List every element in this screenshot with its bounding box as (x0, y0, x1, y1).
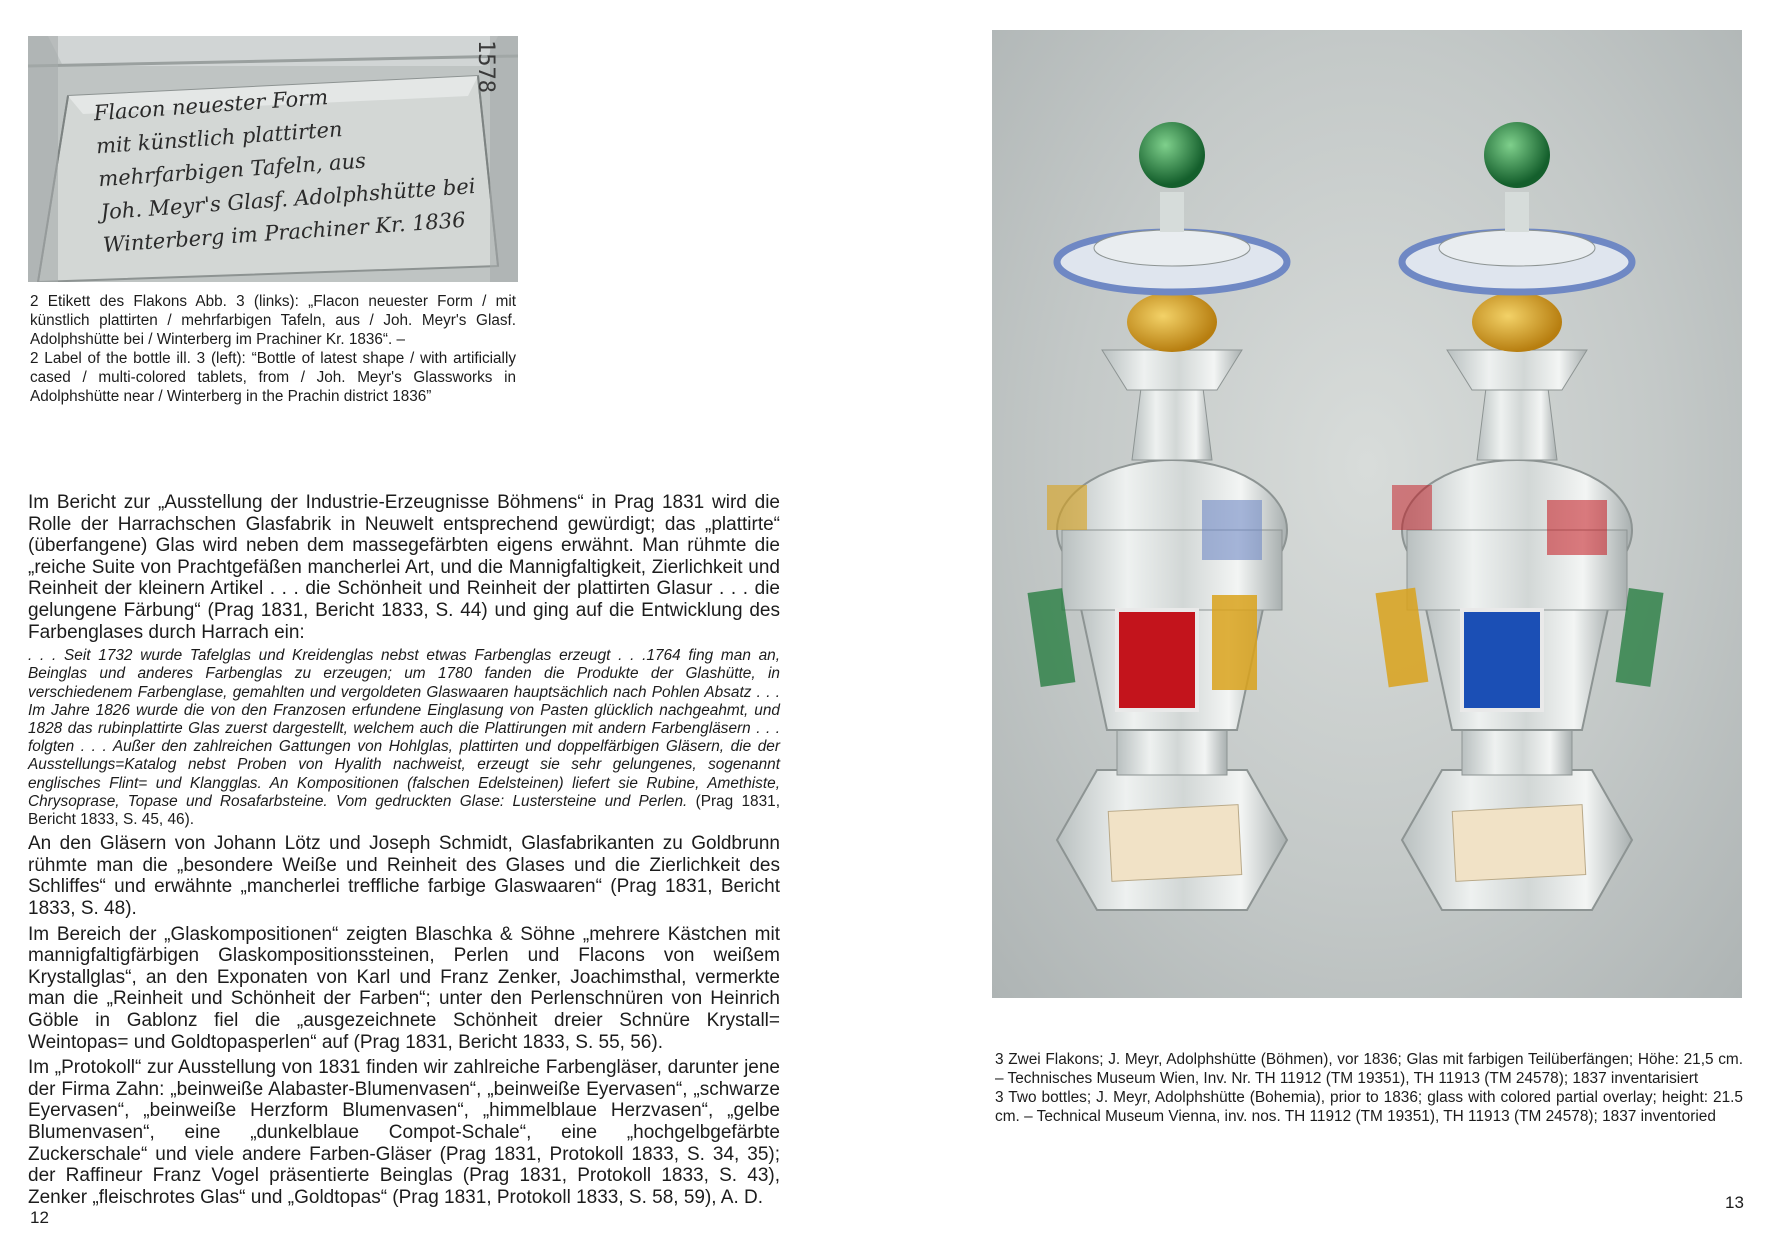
quoted-excerpt (28, 647, 780, 829)
quote-reference: (Prag 1831, Bericht 1833, S. 45, 46). (28, 792, 780, 828)
page-number-right: 13 (1725, 1193, 1744, 1212)
paragraph-1: Im Bericht zur „Ausstellung der Industrie-Erzeugnisse Böhmens“ in Prag 1831 wird die Rolle der Harrachschen Glasfabrik in Neuwelt entsprechend gewürdigt; das „plattirte“ (überfangene) Glas wird neben dem massegefärbten eigens erwähnt. Man rühmte die „reiche Suite von Prachtgefäßen mancherlei Art, und die Mannigfaltigkeit, Zierlichkeit und Reinheit der kleinern Artikel . . . die Schönheit und Reinheit der plattirten Glasur . . . die gelungene Färbung“ (Prag 1831, Bericht 1833, S. 44) und ging auf die Entwicklung des Farbenglases durch Harrach ein: (28, 492, 780, 643)
bottle-left (1027, 122, 1287, 910)
caption-english: 2 Label of the bottle ill. 3 (left): “Bottle of latest shape / with artificially cased / multi-colored tablets, from / Joh. Meyr's Glassworks in Adolphshütte near / Winterberg in the Prachin district 1836” (30, 350, 516, 405)
two-flacons-illustration (992, 30, 1742, 998)
page-number-left: 12 (30, 1208, 49, 1227)
bottle-right (1376, 122, 1664, 910)
label-close-up-photo (28, 36, 518, 282)
handwritten-label-text: Flacon neuester Form mit künstlich plattirten mehrfarbigen Tafeln, aus Joh. Meyr's Glasf. Adolphshütte bei Winterberg im Prachiner Kr. 1836 (92, 85, 477, 258)
paragraph-3: Im Bereich der „Glaskompositionen“ zeigten Blaschka & Söhne „mehrere Kästchen mit mannigfaltigfärbigen Glaskompositionssteinen, Perlen und Flacons von weißem Krystallglas“, an den Exponaten von Karl und Franz Zenker, Joachimsthal, vermerkte man die „Reinheit und Schönheit der Farben“; unter den Perlenschnüren von Heinrich Göble in Gablonz fiel die „ausgezeichnete Schönheit dreier Schnüre Krystall= Weintopas= und Goldtopasperlen“ auf (Prag 1831, Bericht 1833, S. 55, 56). (28, 923, 780, 1053)
figure-2-caption (30, 292, 516, 406)
paragraph-4: Im „Protokoll“ zur Ausstellung von 1831 finden wir zahlreiche Farbengläser, darunter jene der Firma Zahn: „beinweiße Alabaster-Blumenvasen“, „beinweiße Eyervasen“, „schwarze Eyervasen“, „beinweiße Herzform Blumenvasen“, „himmelblaue Herzvasen“, „gelbe Blumenvasen“, eine „dunkelblaue Compot-Schale“, eine „hochgelbgefärbte Zuckerschale“ und viele andere Farben-Gläser (Prag 1831, Protokoll 1833, S. 34, 35); der Raffineur Franz Vogel präsentierte Beinglas (Prag 1831, Protokoll 1833, S. 43), Zenker „fleischrotes Glas“ und „Goldtopas“ (Prag 1831, Protokoll 1833, S. 58, 59), A. D. (28, 1057, 780, 1208)
caption-english: 3 Two bottles; J. Meyr, Adolphshütte (Bohemia), prior to 1836; glass with colored partial overlay; height: 21.5 cm. – Technical Museum Vienna, inv. nos. TH 11912 (TM 19351), TH 11913 (TM 24578); 1837 inventoried (995, 1089, 1743, 1125)
paragraph-2: An den Gläsern von Johann Lötz und Joseph Schmidt, Glasfabrikanten zu Goldbrunn rühmte man die „besondere Weiße und Reinheit des Glases und die Zierlichkeit des Schliffes“ und erwähnte „mancherlei treffliche farbige Glaswaaren“ (Prag 1831, Bericht 1833, S. 48). (28, 833, 780, 919)
caption-german: 3 Zwei Flakons; J. Meyr, Adolphshütte (Böhmen), vor 1836; Glas mit farbigen Teilüberfängen; Höhe: 21,5 cm. – Technisches Museum Wien, Inv. Nr. TH 11912 (TM 19351), TH 11913 (TM 24578); 1837 inventarisiert (995, 1051, 1743, 1087)
inventory-number-stamp: 1578 (473, 40, 499, 93)
caption-german: 2 Etikett des Flakons Abb. 3 (links): „Flacon neuester Form / mit künstlich plattirten / mehrfarbigen Tafeln, aus / Joh. Meyr's Glasf. Adolphshütte bei / Winterberg im Prachiner Kr. 1836“. – (30, 293, 516, 348)
quote-text: . . . Seit 1732 wurde Tafelglas und Kreidenglas nebst etwas Farbenglas erzeugt . . .1764 fing man an, Beinglas und anderes Farbenglas zu erzeugen; um 1780 fanden die Produkte der Glashütte, in verschiedenem Farbenglase, gemahlten und vergoldeten Glaswaaren hauptsächlich nach Pohlen Absatz . . . Im Jahre 1826 wurde die von den Franzosen erfundene Einglasung von Pasten glücklich nachgeahmt, und 1828 das rubinplattirte Glas zuerst dargestellt, welchem auch die Plattirungen mit andern Farbengläsern . . . folgten . . . Außer den zahlreichen Gattungen von Hohlglas, plattirten und doppelfärbigen Gläsern, die der Ausstellungs=Katalog nebst Proben von Hyalith nachweist, erzeugt sie sehr gelungenes, sogenannt englisches Flint= und Klangglas. An Kompositionen (falschen Edelsteinen) liefert sie Rubine, Amethiste, Chrysoprase, Topase und Rosafarbsteine. Vom gedruckten Glase: Lustersteine und Perlen. (28, 647, 780, 810)
figure-3-caption (995, 1050, 1743, 1126)
two-bottles-photo (992, 30, 1742, 998)
body-text (28, 492, 780, 1212)
